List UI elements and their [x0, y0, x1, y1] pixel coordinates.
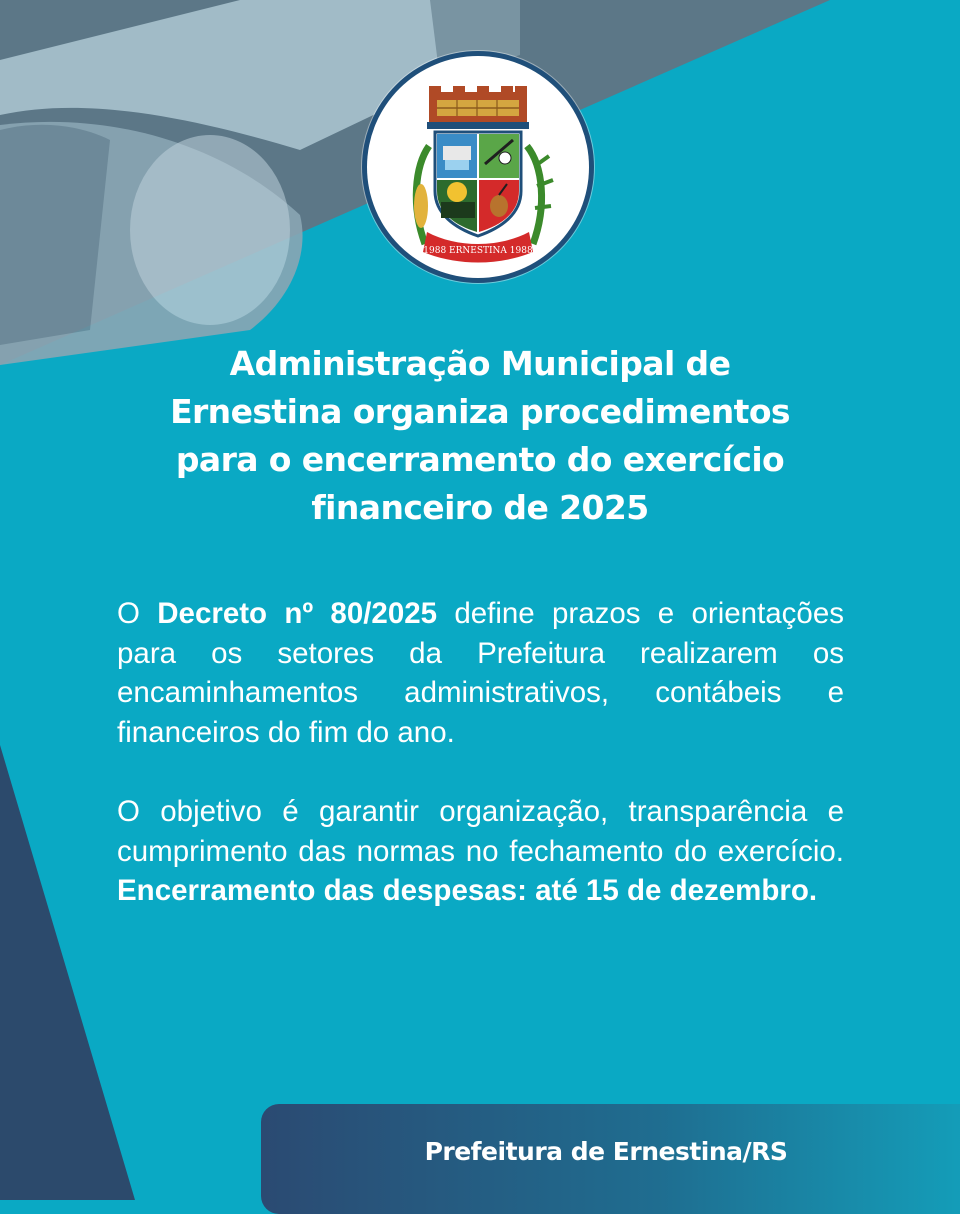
- municipal-coat-of-arms: [367, 56, 589, 278]
- coat-of-arms-banner-text: 1988 ERNESTINA 1988: [423, 246, 533, 256]
- objective-paragraph-body: O objetivo é garantir organização, transparência e cumprimento das normas no fechamento do exercício.: [117, 795, 844, 868]
- coat-of-arms-icon: [367, 56, 589, 278]
- headline: [80, 340, 880, 532]
- decree-number: Decreto nº 80/2025: [157, 597, 438, 630]
- headline-line-4: financeiro de 2025: [311, 488, 649, 527]
- decree-paragraph-prefix: O: [117, 597, 158, 630]
- objective-paragraph: [117, 792, 844, 911]
- decree-paragraph: [117, 594, 844, 752]
- headline-line-1: Administração Municipal de: [229, 344, 731, 383]
- headline-line-2: Ernestina organiza procedimentos: [170, 392, 790, 431]
- deadline-highlight: Encerramento das despesas: até 15 de dezembro.: [117, 874, 818, 907]
- decree-paragraph-body: define prazos e orientações para os setores da Prefeitura realizarem os encaminhamentos administrativos, contábeis e financeiros do fim do ano.: [117, 597, 844, 749]
- footer-label: Prefeitura de Ernestina/RS: [424, 1137, 788, 1166]
- headline-line-3: para o encerramento do exercício: [175, 440, 785, 479]
